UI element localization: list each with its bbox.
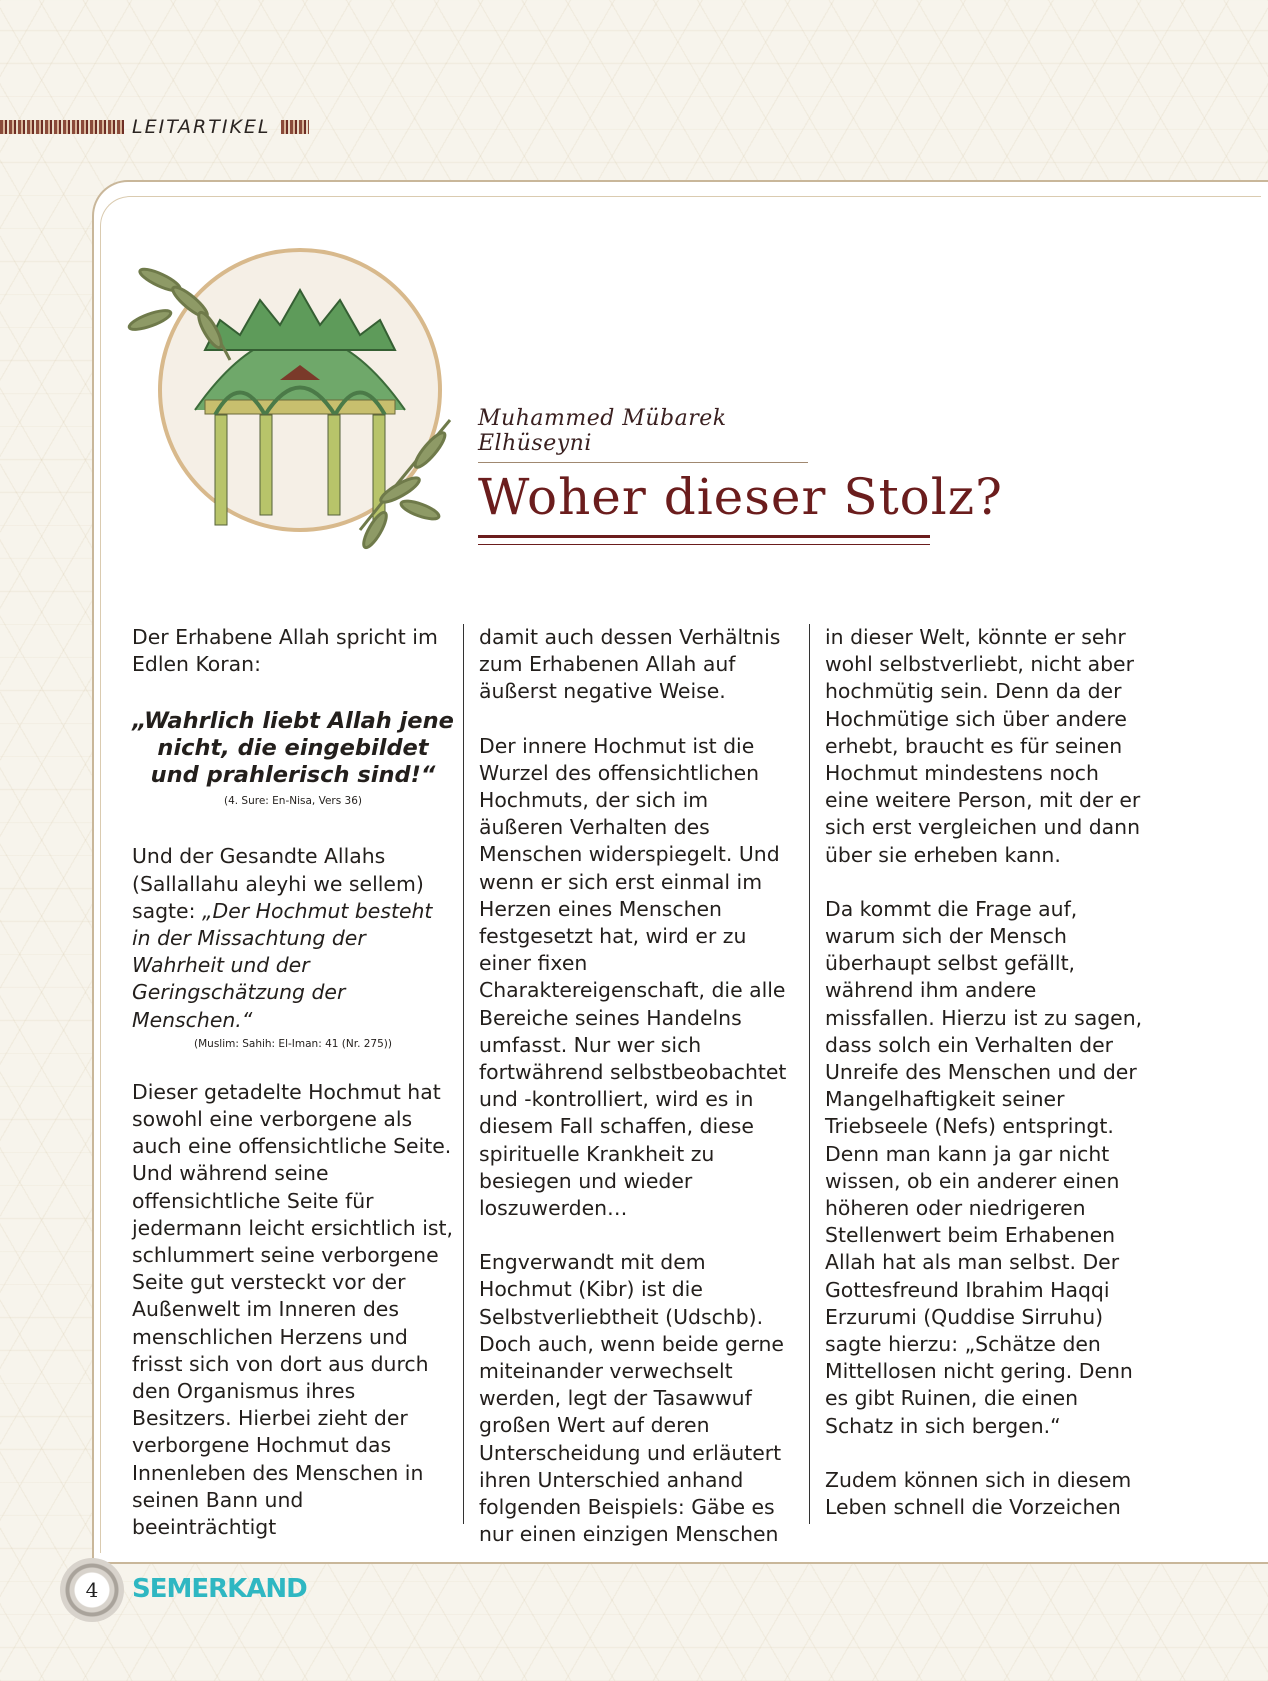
section-label: LEITARTIKEL bbox=[132, 116, 271, 138]
hadith-paragraph bbox=[132, 843, 454, 1051]
tag-ornament-right bbox=[281, 120, 309, 134]
paragraph: in dieser Welt, könnte er sehr wohl selbstverliebt, nicht aber hochmütig sein. Denn da der Hochmütige sich über andere erhebt, braucht es für seinen Hochmut mindestens noch eine weitere Person, mit der er sich erst vergleichen und dann über sie erheben kann. bbox=[825, 625, 1141, 867]
text-column-1 bbox=[132, 624, 454, 1568]
title-underline bbox=[478, 535, 930, 545]
tag-ornament-left bbox=[0, 120, 124, 134]
paragraph: Zudem können sich in diesem Leben schnell die Vorzeichen bbox=[825, 1467, 1132, 1520]
column-divider bbox=[463, 624, 464, 1524]
text-column-3 bbox=[825, 624, 1145, 1548]
paragraph: damit auch dessen Verhältnis zum Erhabenen Allah auf äußerst negative Weise. bbox=[479, 625, 781, 704]
brand-logo: SEMERKAND bbox=[132, 1574, 307, 1604]
quote-text: „Wahrlich liebt Allah jene nicht, die eingebildet und prahlerisch sind!“ bbox=[132, 708, 454, 789]
quote-reference: (4. Sure: En-Nisa, Vers 36) bbox=[223, 795, 363, 808]
paragraph: Der Erhabene Allah spricht im Edlen Koran: bbox=[132, 625, 438, 677]
article-title: Woher dieser Stolz? bbox=[478, 468, 1003, 526]
column-divider bbox=[809, 624, 810, 1524]
paragraph: Dieser getadelte Hochmut hat sowohl eine verborgene als auch eine offensichtliche Seite. Und während seine offensichtliche Seite für jedermann leicht ersichtlich ist, schlummert seine verborgene Seite gut versteckt vor der Außenwelt im Inneren des menschlichen Herzens und frisst sich von dort aus durch den Organismus ihres Besitzers. Hierbei zieht der verborgene Hochmut das Innenleben des Menschen in seinen Bann und beeinträchtigt bbox=[132, 1079, 453, 1540]
section-tag bbox=[0, 116, 309, 138]
paragraph: Engverwandt mit dem Hochmut (Kibr) ist die Selbstverliebtheit (Udschb). Doch auch, wenn beide gerne miteinander verwechselt werden, legt der Tasawwuf großen Wert auf deren Unterscheidung und erläutert ihren Unterschied anhand folgenden Beispiels: Gäbe es nur einen einzigen Menschen bbox=[479, 1250, 784, 1547]
page-number: 4 bbox=[85, 1578, 99, 1602]
hadith-quote: „Der Hochmut besteht in der Missachtung der Wahrheit und der Geringschätzung der Menschen.“ bbox=[132, 898, 433, 1032]
article-author: Muhammed Mübarek Elhüseyni bbox=[478, 406, 808, 463]
quran-quote bbox=[132, 708, 454, 809]
hadith-intro: Und der Gesandte Allahs (Sallallahu aleyhi we sellem) sagte: bbox=[132, 844, 424, 923]
hadith-reference: (Muslim: Sahih: El-Iman: 41 (Nr. 275)) bbox=[194, 1037, 392, 1050]
paragraph: Da kommt die Frage auf, warum sich der Mensch überhaupt selbst gefällt, während ihm andere missfallen. Hierzu ist zu sagen, dass solch ein Verhalten der Unreife des Menschen und der Mangelhaftigkeit seiner Triebseele (Nefs) entspringt. Denn man kann ja gar nicht wissen, ob ein anderer einen höheren oder niedrigeren Stellenwert beim Erhabenen Allah hat als man selbst. Der Gottesfreund Ibrahim Haqqi Erzurumi (Quddise Sirruhu) sagte hierzu: „Schätze den Mittellosen nicht gering. Denn es gibt Ruinen, die einen Schatz in sich bergen.“ bbox=[825, 896, 1143, 1438]
paragraph: Der innere Hochmut ist die Wurzel des offensichtlichen Hochmuts, der sich im äußeren Verhalten des Menschen widerspiegelt. Und wenn er sich erst einmal im Herzen eines Menschen festgesetzt hat, wird er zu einer fixen Charaktereigenschaft, die alle Bereiche seines Handelns umfasst. Nur wer sich fortwährend selbstbeobachtet und -kontrolliert, wird es in diesem Fall schaffen, diese spirituelle Krankheit zu besiegen und wieder loszuwerden… bbox=[479, 733, 787, 1221]
mosque-dome-illustration bbox=[120, 240, 470, 580]
text-column-2 bbox=[479, 624, 795, 1576]
